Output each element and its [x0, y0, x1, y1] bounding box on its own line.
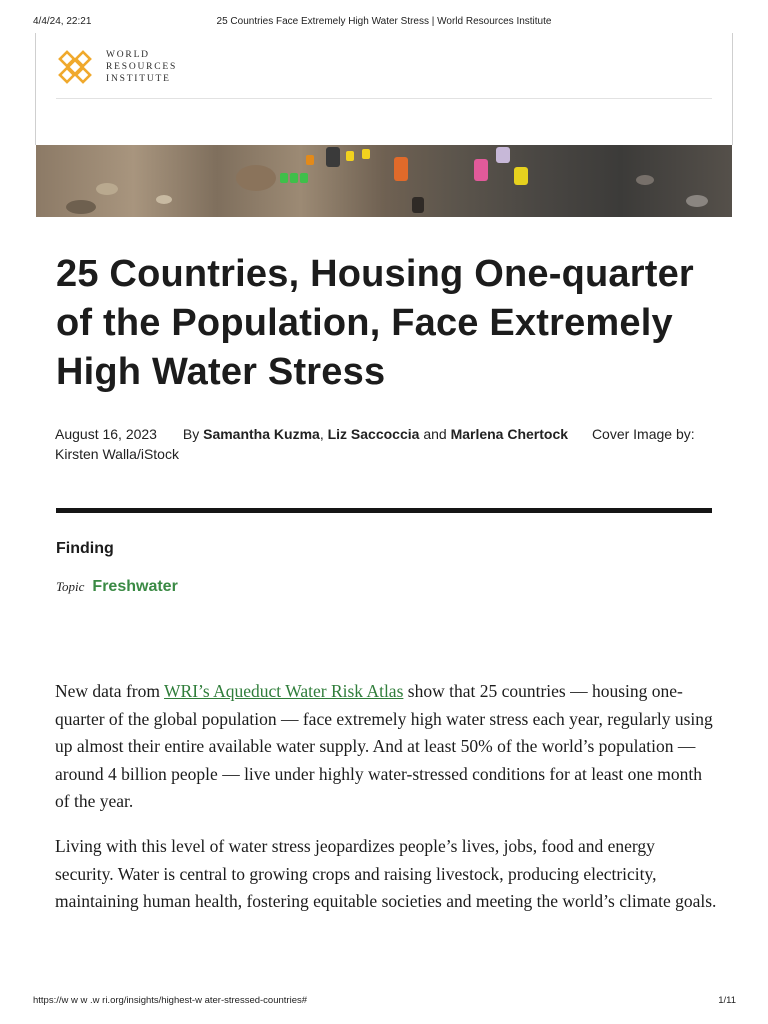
p1-rest: show that 25 countries — housing one-quarter of the global population — face extremely high water stress each year, regularly using up almost their entire available water supply. And at least 50% of the world’s population — around 4 billion people — live under highly water-stressed conditions for at least one month of the year. [55, 681, 713, 811]
page-frame-right [732, 33, 733, 145]
logo-line-2: RESOURCES [106, 62, 178, 72]
header-divider [56, 98, 712, 99]
print-datetime: 4/4/24, 22:21 [33, 16, 92, 27]
aqueduct-atlas-link[interactable]: WRI’s Aqueduct Water Risk Atlas [164, 681, 404, 701]
section-divider [56, 508, 712, 513]
topic-link-freshwater[interactable]: Freshwater [92, 578, 178, 595]
author-separator: , [319, 426, 324, 442]
article-paragraph-1 [55, 678, 717, 816]
author-and: and [423, 426, 447, 442]
article-paragraph-2: Living with this level of water stress jeopardizes people’s lives, jobs, food and energy security. Water is central to growing crops and raising livestock, producing electricity, maintaining human health, fostering equitable societies and meeting the world’s climate goals. [55, 836, 717, 911]
publish-date: August 16, 2023 [55, 426, 157, 442]
logo-line-1: WORLD [106, 50, 150, 60]
page-frame-left [35, 33, 36, 145]
p1-intro: New data from [55, 681, 160, 701]
wri-logo-text [106, 49, 177, 85]
article-meta [55, 424, 715, 464]
cover-image [36, 145, 732, 217]
author-link-1[interactable]: Samantha Kuzma [203, 426, 320, 442]
print-document-title: 25 Countries Face Extremely High Water Stress | World Resources Institute [216, 16, 552, 27]
logo-line-3: INSTITUTE [106, 74, 171, 84]
print-url: https://w w w .w ri.org/insights/highest-w ater-stressed-countries# [33, 995, 308, 1006]
article-title: 25 Countries, Housing One-quarter of the Population, Face Extremely High Water Stress [56, 253, 694, 393]
author-link-2[interactable]: Liz Saccoccia [327, 426, 420, 442]
byline-label: By [182, 426, 200, 442]
cover-image-credit: Cover Image by: Kirsten Walla/iStock [55, 426, 695, 462]
wri-logo-link[interactable] [54, 46, 177, 88]
print-page-number: 1/11 [718, 995, 736, 1006]
topic-row [56, 578, 178, 596]
content-category: Finding [56, 540, 114, 557]
print-header [0, 16, 768, 30]
wri-logo-icon [54, 46, 96, 88]
topic-label: Topic [56, 579, 85, 594]
author-link-3[interactable]: Marlena Chertock [450, 426, 569, 442]
